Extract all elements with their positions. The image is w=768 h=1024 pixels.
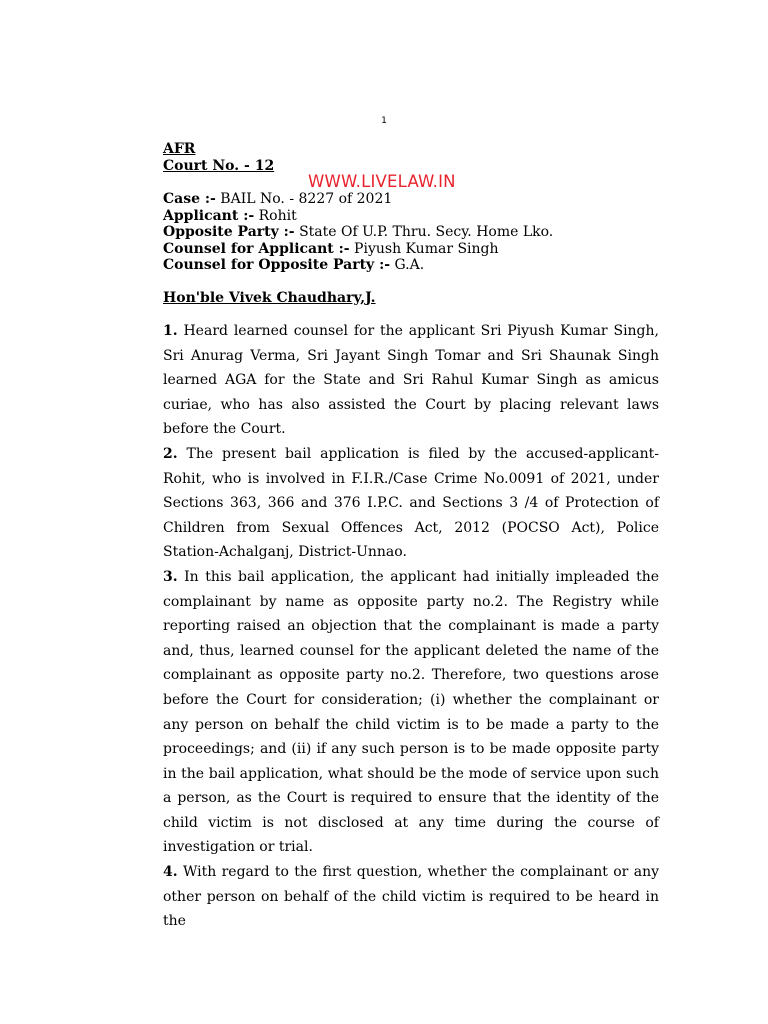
paragraph-1 — [163, 319, 659, 442]
spacer — [163, 174, 663, 191]
opposite-party-line — [163, 224, 663, 241]
paragraph-3 — [163, 565, 659, 860]
afr-label: AFR — [163, 141, 196, 157]
case-label: Case :- — [163, 191, 216, 207]
judgment-body — [163, 319, 659, 934]
case-value: BAIL No. - 8227 of 2021 — [215, 191, 393, 207]
counsel-applicant-label: Counsel for Applicant :- — [163, 240, 350, 257]
watermark: WWW.LIVELAW.IN — [308, 172, 456, 191]
afr-line — [163, 141, 663, 158]
opposite-party-label: Opposite Party :- — [163, 224, 295, 240]
paragraph-text: Heard learned counsel for the applicant Sri Piyush Kumar Singh, Sri Anurag Verma, Sri Jayant Singh Tomar and Sri Shaunak Singh learned AGA for the State and Sri Rahul Kumar Singh as amicus curiae, who has also assisted the Court by placing relevant laws before the Court. — [163, 323, 659, 438]
paragraph-number: 4. — [163, 864, 178, 881]
case-header — [163, 141, 663, 274]
paragraph-text: The present bail application is filed by the accused-applicant-Rohit, who is involved in F.I.R./Case Crime No.0091 of 2021, under Sections 363, 366 and 376 I.P.C. and Sections 3 /4 of Protection of Children from Sexual Offences Act, 2012 (POCSO Act), Police Station-Achalganj, District-Unnao. — [163, 445, 659, 561]
counsel-opposite-value: G.A. — [390, 257, 425, 273]
paragraph-number: 1. — [163, 323, 178, 339]
paragraph-number: 2. — [163, 445, 178, 462]
case-line — [163, 191, 663, 208]
judge-name: Hon'ble Vivek Chaudhary,J. — [163, 290, 376, 306]
page-number: 1 — [381, 116, 387, 126]
paragraph-2 — [163, 442, 659, 565]
counsel-opposite-line — [163, 257, 663, 274]
paragraph-text: In this bail application, the applicant had initially impleaded the complainant by name as opposite party no.2. The Registry while reporting raised an objection that the complainant is made a party and, thus, learned counsel for the applicant deleted the name of the complainant as opposite party no.2. Therefore, two questions arose before the Court for consideration; (i) whether the complainant or any person on behalf the child victim is to be made a party to the proceedings; and (ii) if any such person is to be made opposite party in the bail application, what should be the mode of service upon such a person, as the Court is required to ensure that the identity of the child victim is not disclosed at any time during the course of investigation or trial. — [163, 568, 659, 856]
counsel-applicant-line — [163, 241, 663, 258]
counsel-opposite-label: Counsel for Opposite Party :- — [163, 257, 391, 273]
applicant-line — [163, 208, 663, 225]
court-number: Court No. - 12 — [163, 157, 275, 174]
paragraph-4 — [163, 860, 659, 934]
counsel-applicant-value: Piyush Kumar Singh — [349, 240, 499, 257]
paragraph-text: With regard to the first question, whether the complainant or any other person on behalf of the child victim is required to be heard in the — [163, 864, 659, 930]
court-line — [163, 158, 663, 175]
paragraph-number: 3. — [163, 568, 178, 585]
applicant-value: Rohit — [254, 207, 297, 224]
applicant-label: Applicant :- — [163, 207, 255, 224]
opposite-party-value: State Of U.P. Thru. Secy. Home Lko. — [294, 224, 554, 240]
